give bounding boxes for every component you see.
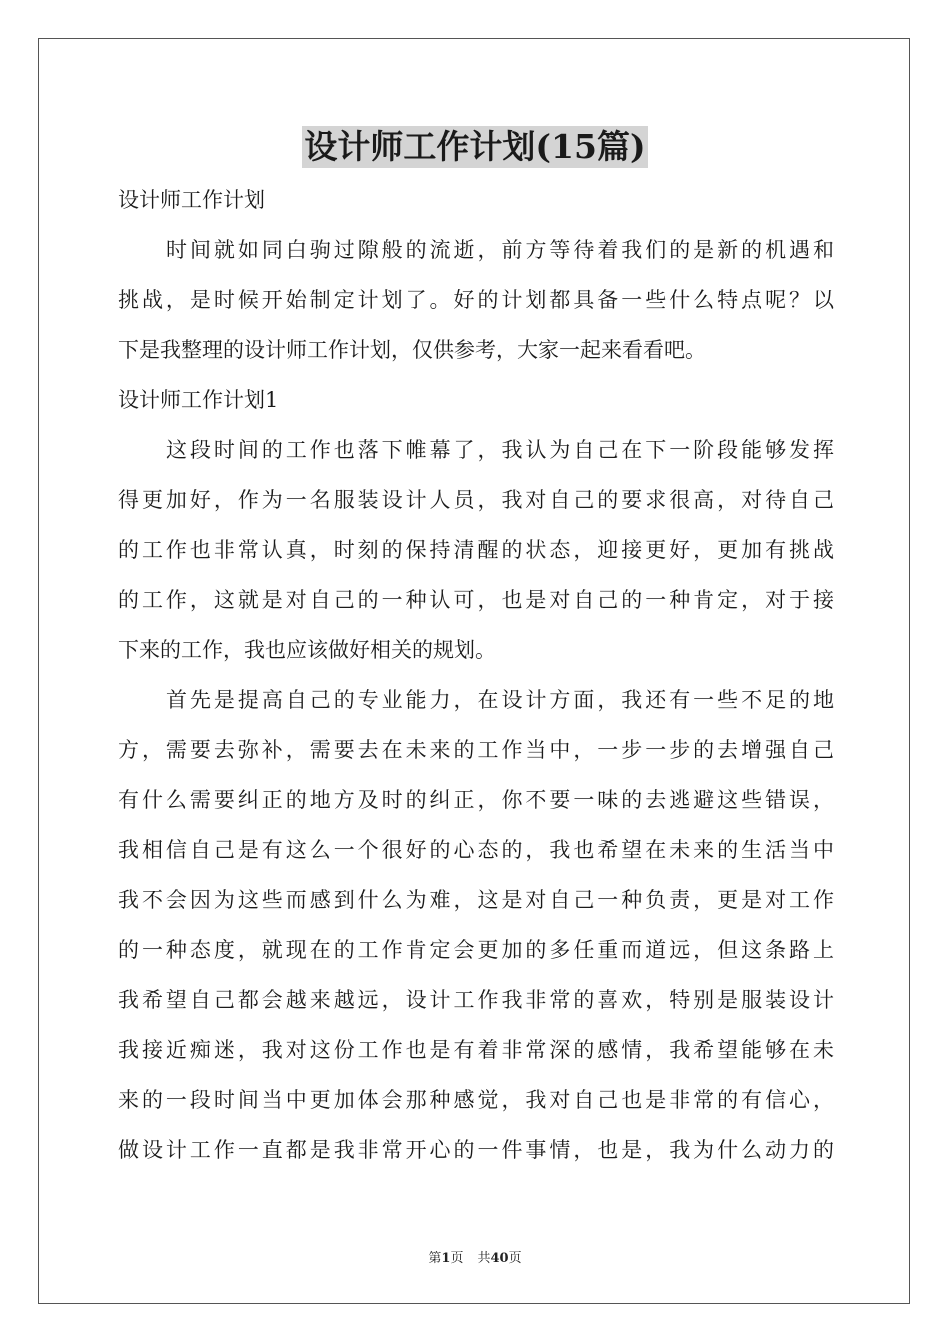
page-suffix: 页 xyxy=(450,1251,464,1266)
total-suffix: 页 xyxy=(508,1251,522,1266)
paragraph-1-line: 下来的工作，我也应该做好相关的规划。 xyxy=(118,638,496,662)
section-heading-intro: 设计师工作计划 xyxy=(118,188,265,212)
paragraph-2-line: 来的一段时间当中更加体会那种感觉，我对自己也是非常的有信心， xyxy=(118,1088,834,1112)
title-area xyxy=(0,126,950,168)
total-prefix: 共 xyxy=(477,1251,491,1266)
intro-line: 下是我整理的设计师工作计划，仅供参考，大家一起来看看吧。 xyxy=(118,338,706,362)
paragraph-1-line: 的工作也非常认真，时刻的保持清醒的状态，迎接更好，更加有挑战 xyxy=(118,538,834,562)
page-current: 1 xyxy=(441,1251,451,1266)
paragraph-2-line: 方，需要去弥补，需要去在未来的工作当中，一步一步的去增强自己 xyxy=(118,738,834,762)
paragraph-2-line: 做设计工作一直都是我非常开心的一件事情，也是，我为什么动力的 xyxy=(118,1138,834,1162)
paragraph-2-line: 首先是提高自己的专业能力，在设计方面，我还有一些不足的地 xyxy=(166,688,834,712)
document-title: 设计师工作计划(15篇) xyxy=(304,127,646,166)
intro-line: 时间就如同白驹过隙般的流逝，前方等待着我们的是新的机遇和 xyxy=(166,238,834,262)
paragraph-2-line: 有什么需要纠正的地方及时的纠正，你不要一味的去逃避这些错误， xyxy=(118,788,834,812)
paragraph-2-line: 我不会因为这些而感到什么为难，这是对自己一种负责，更是对工作 xyxy=(118,888,834,912)
paragraph-1-line: 的工作，这就是对自己的一种认可，也是对自己的一种肯定，对于接 xyxy=(118,588,834,612)
paragraph-1-line: 这段时间的工作也落下帷幕了，我认为自己在下一阶段能够发挥 xyxy=(166,438,834,462)
paragraph-1-line: 得更加好，作为一名服装设计人员，我对自己的要求很高，对待自己 xyxy=(118,488,834,512)
page-total: 40 xyxy=(490,1251,509,1266)
section-heading-1: 设计师工作计划1 xyxy=(118,388,279,412)
paragraph-2-line: 我希望自己都会越来越远，设计工作我非常的喜欢，特别是服装设计 xyxy=(118,988,834,1012)
paragraph-2-line: 我接近痴迷，我对这份工作也是有着非常深的感情，我希望能够在未 xyxy=(118,1038,834,1062)
paragraph-2-line: 我相信自己是有这么一个很好的心态的，我也希望在未来的生活当中 xyxy=(118,838,834,862)
page-prefix: 第 xyxy=(428,1251,442,1266)
intro-line: 挑战，是时候开始制定计划了。好的计划都具备一些什么特点呢？以 xyxy=(118,288,834,312)
document-body xyxy=(118,175,834,1175)
page-footer xyxy=(0,1247,950,1266)
paragraph-2-line: 的一种态度，就现在的工作肯定会更加的多任重而道远，但这条路上 xyxy=(118,938,834,962)
